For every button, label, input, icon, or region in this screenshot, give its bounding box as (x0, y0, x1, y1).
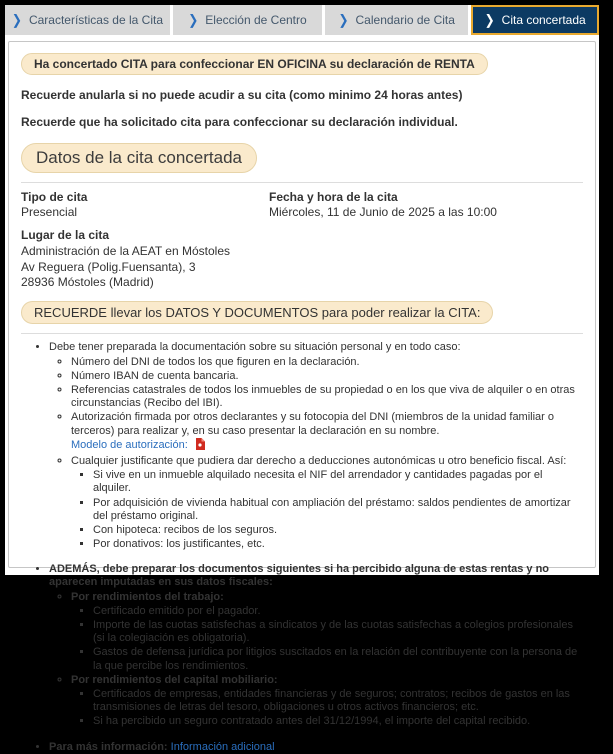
list-item: • ADEMÁS, debe preparar los documentos siguientes si ha percibido alguna de estas rentas y no aparecen imputadas en sus datos fiscales: ◦ Por rendimientos del trabajo: ▪ Certificado emitido por el pagador. ▪ Importe de las cuotas satisfechas a sindicatos y de las cuotas satisfechas a colegios profesionales (si la colegiación es obligatoria). ▪ Gastos de defensa jurídica por litigios suscitados en la relación del contribuyente con la persona de la que percibe los rendimientos. ◦ Por rendimientos del capital mobiliario: ▪ Certificados de empresas, entidades financieras y de seguros; contratos; recibos de gastos en las transmisiones de letras del tesoro, obligaciones u otros activos financieros; etc. ▪ Si ha percibido un seguro contratado antes del 31/12/1994, el importe del capital recibido. (49, 563, 583, 728)
appointment-details-row (21, 190, 583, 219)
list-item: ◦ Por rendimientos del capital mobiliario: ▪ Certificados de empresas, entidades financieras y de seguros; contratos; recibos de gastos en las transmisiones de letras del tesoro, obligaciones u otros activos financieros; etc. ▪ Si ha percibido un seguro contratado antes del 31/12/1994, el importe del capital recibido. (71, 674, 583, 729)
chevron-right-icon: ❯ (11, 11, 22, 29)
list-item: ◦ Número IBAN de cuenta bancaria. (71, 370, 583, 383)
list-item: ◦ Número del DNI de todos los que figuren en la declaración. (71, 356, 583, 369)
place-label: Lugar de la cita (21, 228, 110, 242)
chevron-right-icon: ❯ (188, 11, 199, 29)
place-line: Administración de la AEAT en Móstoles (21, 244, 230, 259)
tab-cita-concertada[interactable] (471, 5, 599, 35)
list-item: ▪ Certificados de empresas, entidades financieras y de seguros; contratos; recibos de gastos en las transmisiones de letras del tesoro, obligaciones u otros activos financieros; etc. (93, 688, 583, 714)
informacion-adicional-link[interactable]: Información adicional (170, 740, 275, 753)
individual-declaration-reminder-text: Recuerde que ha solicitado cita para confeccionar su declaración individual. (21, 115, 458, 129)
list-item: • Debe tener preparada la documentación sobre su situación personal y en todo caso: ◦ Número del DNI de todos los que figuren en la declaración. ◦ Número IBAN de cuenta bancaria. ◦ Referencias catastrales de todos los inmuebles de su propiedad o en los que viva de alquiler o en otras circunstancias (Recibo del IBI). ◦ Autorización firmada por otros declarantes y su fotocopia del DNI (miembros de la unidad familiar o terceros) para realizar y, en su caso presentar la declaración en su nombre. Modelo de autorización: ◦ Cualquier justificante que pudiera dar derecho a deducciones autonómicas u otro beneficio fiscal. Así: ▪ Si vive en un inmueble alquilado necesita el NIF del arrendador y cantidades pagadas por el alquiler. ▪ Por adquisición de vivienda habitual con ampliación del préstamo: saldos pendientes de amortizar del préstamo original. ▪ Con hipoteca: recibos de los seguros. ▪ Por donativos: los justificantes, etc. (49, 341, 583, 551)
datetime-label: Fecha y hora de la cita (269, 190, 398, 204)
chevron-right-icon: ❯ (338, 11, 349, 29)
chevron-right-icon: ❯ (484, 11, 495, 29)
tab-label: Características de la Cita (28, 13, 163, 27)
type-label: Tipo de cita (21, 190, 88, 204)
divider (21, 333, 583, 334)
list-item: • Para más información: Información adicional (49, 741, 583, 754)
list-item: ◦ Autorización firmada por otros declarantes y su fotocopia del DNI (miembros de la unidad familiar o terceros) para realizar y, en su caso presentar la declaración en su nombre. Modelo de autorización: (71, 411, 583, 454)
documents-checklist (21, 341, 583, 753)
type-value: Presencial (21, 205, 78, 219)
place-block (21, 228, 583, 290)
list-item: ▪ Certificado emitido por el pagador. (93, 605, 583, 618)
list-item: ▪ Gastos de defensa jurídica por litigios suscitados en la relación del contribuyente con la persona de la que percibe los rendimientos. (93, 646, 583, 672)
section-title-datos-cita: Datos de la cita concertada (21, 143, 257, 173)
list-item: ▪ Si ha percibido un seguro contratado antes del 31/12/1994, el importe del capital recibido. (93, 715, 583, 728)
documents-reminder-banner: RECUERDE llevar los DATOS Y DOCUMENTOS para poder realizar la CITA: (21, 301, 493, 324)
tab-calendario[interactable] (325, 5, 468, 35)
modelo-autorizacion-link[interactable]: Modelo de autorización: (71, 438, 188, 451)
tab-eleccion-centro[interactable] (173, 5, 322, 35)
content-panel (8, 41, 596, 753)
list-item: ◦ Cualquier justificante que pudiera dar derecho a deducciones autonómicas u otro beneficio fiscal. Así: ▪ Si vive en un inmueble alquilado necesita el NIF del arrendador y cantidades pagadas por el alquiler. ▪ Por adquisición de vivienda habitual con ampliación del préstamo: saldos pendientes de amortizar del préstamo original. ▪ Con hipoteca: recibos de los seguros. ▪ Por donativos: los justificantes, etc. (71, 455, 583, 551)
list-item: ◦ Referencias catastrales de todos los inmuebles de su propiedad o en los que viva de alquiler o en otras circunstancias (Recibo del IBI). (71, 384, 583, 410)
pdf-icon (195, 438, 205, 454)
confirmation-banner: Ha concertado CITA para confeccionar EN OFICINA su declaración de RENTA (21, 53, 488, 75)
tab-label: Elección de Centro (205, 13, 307, 27)
divider (21, 182, 583, 183)
list-item: ▪ Con hipoteca: recibos de los seguros. (93, 524, 583, 537)
tab-label: Cita concertada (501, 13, 586, 27)
place-line: 28936 Móstoles (Madrid) (21, 275, 154, 290)
datetime-value: Miércoles, 11 de Junio de 2025 a las 10:00 (269, 205, 497, 219)
list-item: ▪ Por adquisición de vivienda habitual con ampliación del préstamo: saldos pendientes de amortizar del préstamo original. (93, 497, 583, 523)
wizard-tabbar (5, 5, 599, 35)
list-item: ▪ Por donativos: los justificantes, etc. (93, 538, 583, 551)
tab-caracteristicas[interactable] (5, 5, 170, 35)
cancel-reminder-text: Recuerde anularla si no puede acudir a su cita (como minimo 24 horas antes) (21, 88, 463, 102)
place-line: Av Reguera (Polig.Fuensanta), 3 (21, 259, 196, 274)
list-item: ▪ Si vive en un inmueble alquilado necesita el NIF del arrendador y cantidades pagadas por el alquiler. (93, 469, 583, 495)
list-item: ▪ Importe de las cuotas satisfechas a sindicatos y de las cuotas satisfechas a colegios profesionales (si la colegiación es obligatoria). (93, 619, 583, 645)
tab-label: Calendario de Cita (355, 13, 455, 27)
list-item: ◦ Por rendimientos del trabajo: ▪ Certificado emitido por el pagador. ▪ Importe de las cuotas satisfechas a sindicatos y de las cuotas satisfechas a colegios profesionales (si la colegiación es obligatoria). ▪ Gastos de defensa jurídica por litigios suscitados en la relación del contribuyente con la persona de la que percibe los rendimientos. (71, 591, 583, 673)
appointment-window (5, 5, 599, 753)
